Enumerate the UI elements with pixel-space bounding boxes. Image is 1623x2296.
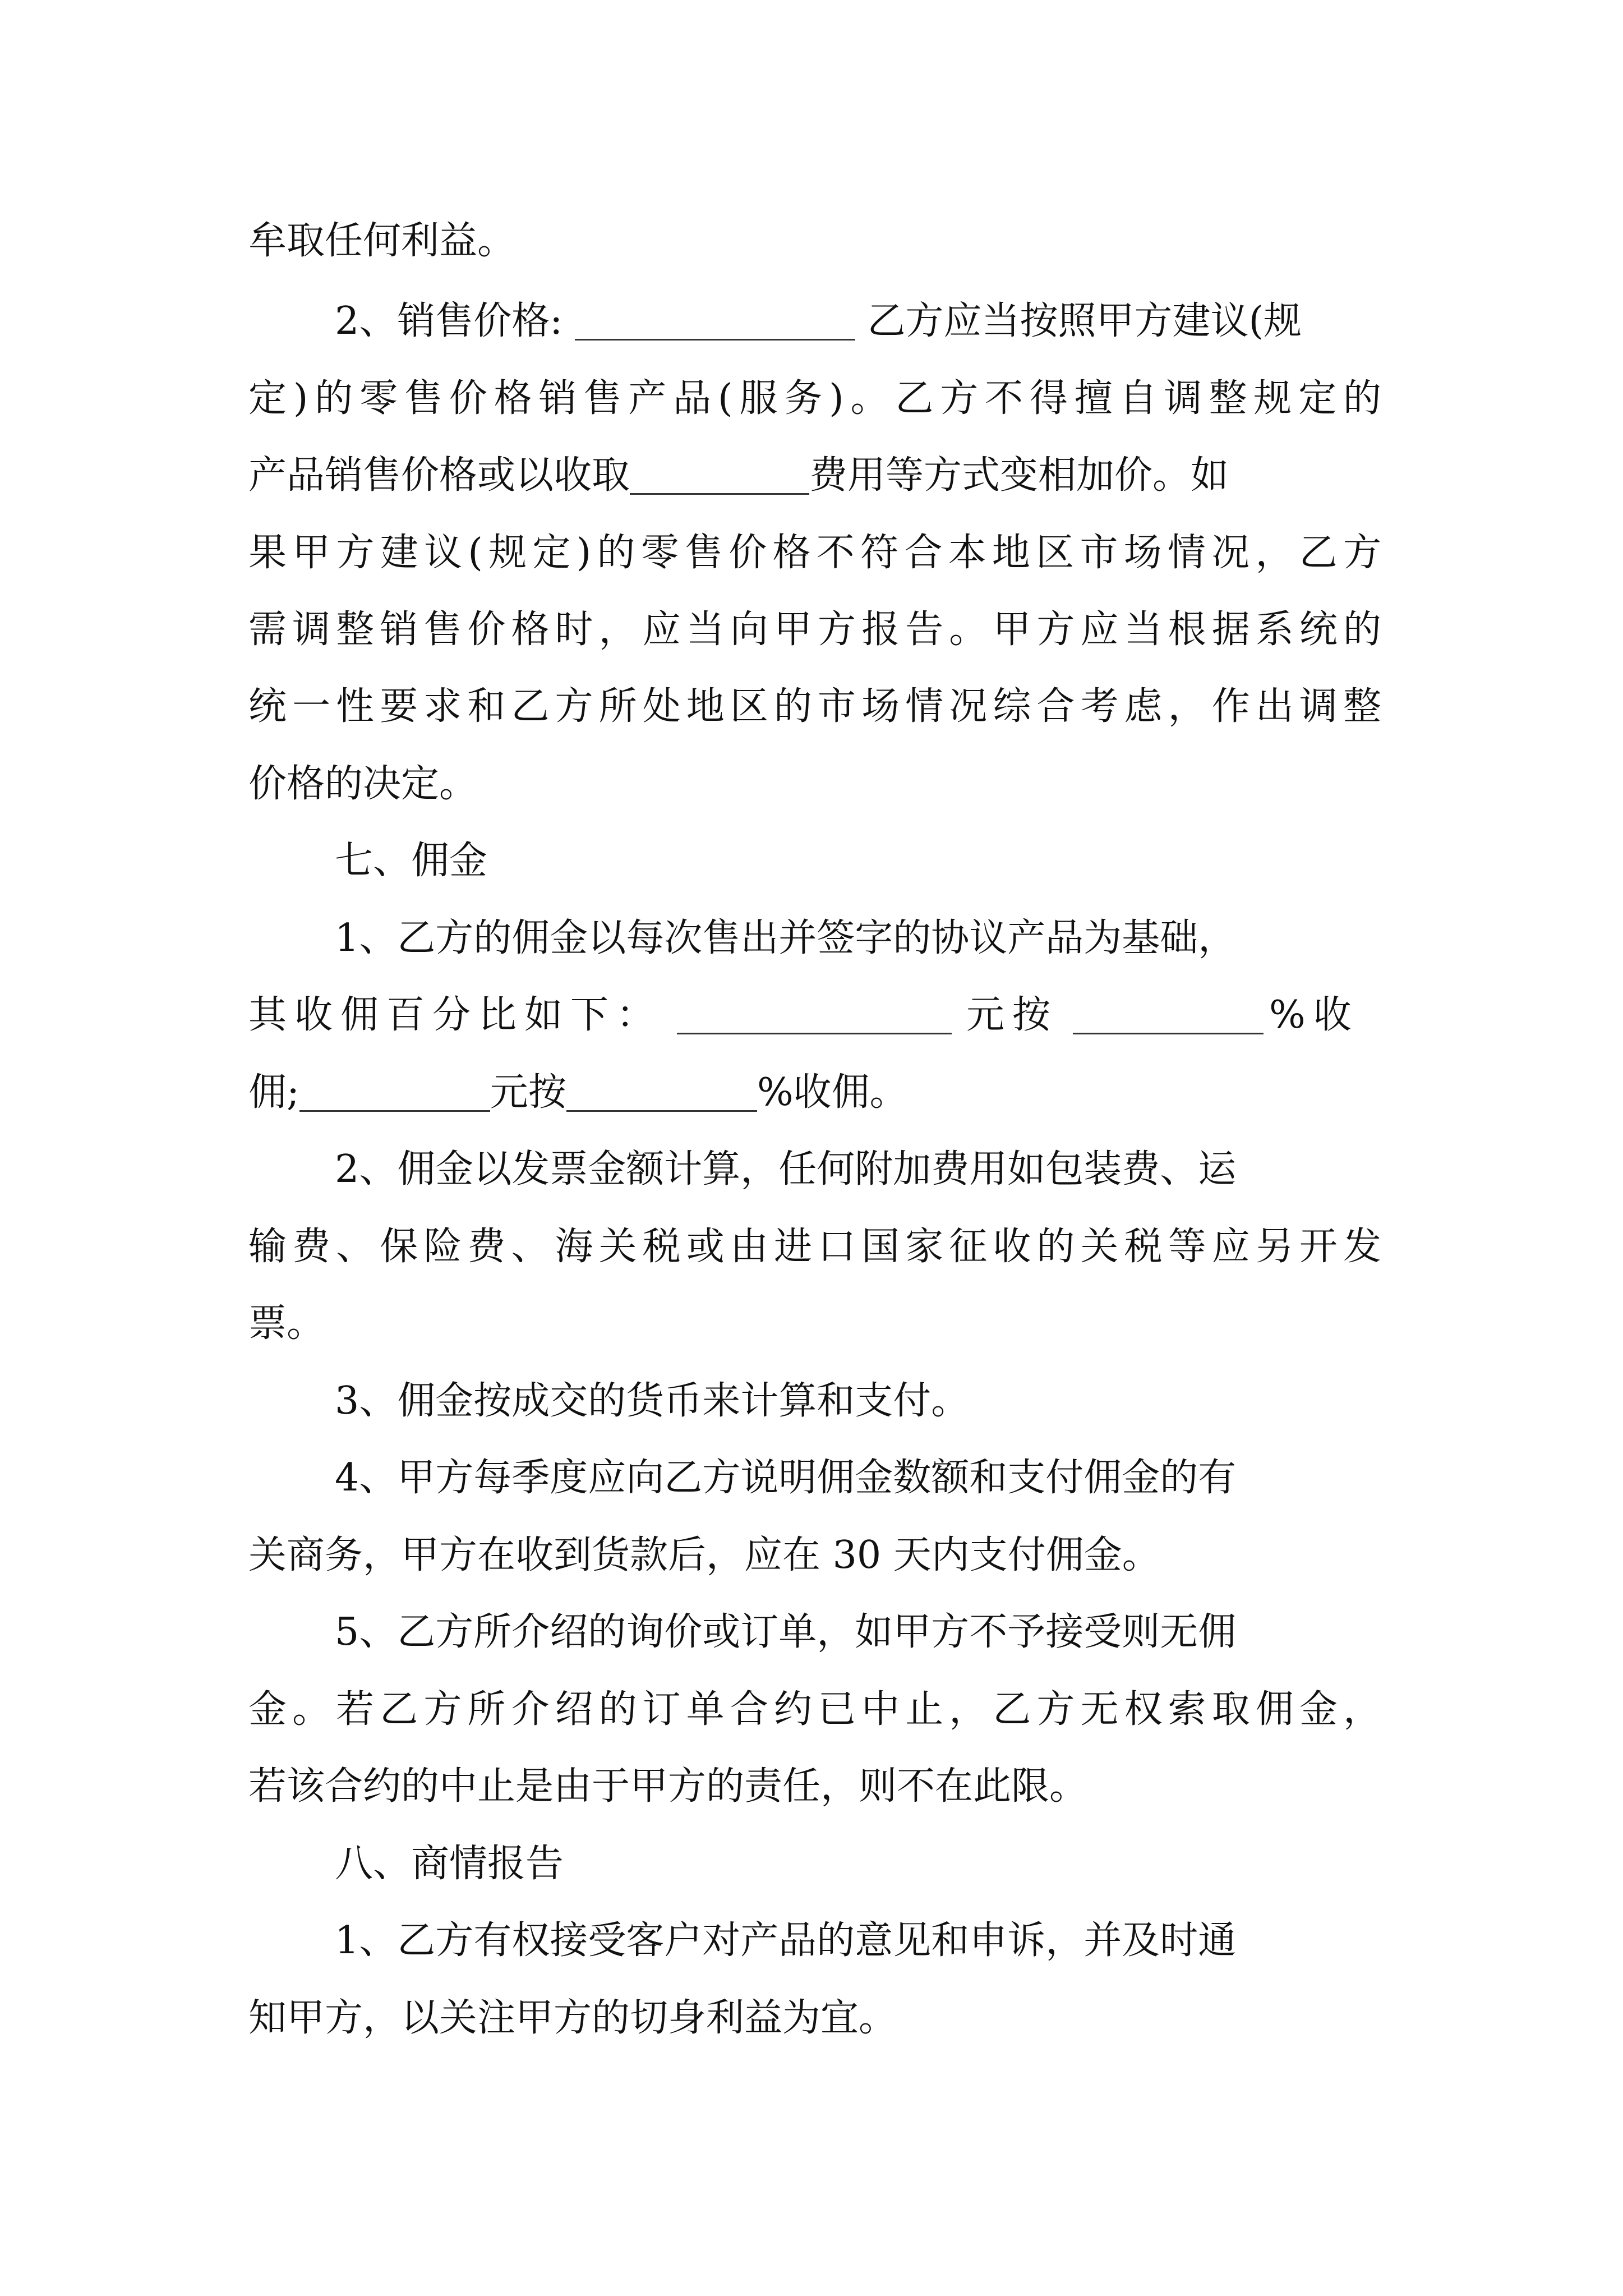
text-segment: %收: [1269, 993, 1359, 1037]
text-line: 5、乙方所介绍的询价或订单，如甲方不予接受则无佣: [335, 1610, 1237, 1654]
text-segment: 元按: [490, 1070, 566, 1115]
fill-in-blank: [299, 1072, 490, 1112]
text-line: 需调整销售价格时，应当向甲方报告。甲方应当根据系统的: [248, 608, 1381, 652]
fill-in-blank: [1073, 995, 1264, 1034]
fill-in-blank: [630, 455, 809, 495]
text-line: 果甲方建议(规定)的零售价格不符合本地区市场情况，乙方: [248, 531, 1381, 575]
text-segment: 费用等方式变相加价。如: [809, 453, 1229, 498]
text-line: 2、佣金以发票金额计算，任何附加费用如包装费、运: [335, 1147, 1237, 1191]
text-line: 关商务，甲方在收到货款后，应在 30 天内支付佣金。: [248, 1533, 1160, 1577]
text-segment: 乙方应当按照甲方建议(规: [867, 299, 1302, 343]
text-line: 若该合约的中止是由于甲方的责任，则不在此限。: [248, 1764, 1088, 1809]
text-segment: %收佣。: [757, 1070, 908, 1115]
section-heading: 八、商情报告: [335, 1842, 564, 1886]
text-line: [248, 977, 1381, 1053]
text-segment: 元按: [966, 993, 1059, 1037]
text-segment: 佣;: [248, 1070, 299, 1115]
text-line: 3、佣金按成交的货币来计算和支付。: [335, 1379, 970, 1423]
fill-in-blank: [566, 1072, 757, 1112]
text-line: 金。若乙方所介绍的订单合约已中止，乙方无权索取佣金，: [248, 1687, 1381, 1732]
fill-in-blank: [575, 301, 855, 341]
text-segment: 产品销售价格或以收取: [248, 453, 630, 498]
text-line: [248, 438, 1381, 514]
text-line: 统一性要求和乙方所处地区的市场情况综合考虑，作出调整: [248, 684, 1381, 729]
text-line: 价格的决定。: [248, 762, 478, 806]
text-line: 知甲方，以关注甲方的切身利益为宜。: [248, 1996, 897, 2040]
fill-in-blank: [677, 995, 952, 1034]
text-line: 4、甲方每季度应向乙方说明佣金数额和支付佣金的有: [335, 1456, 1237, 1500]
text-line: 1、乙方的佣金以每次售出并签字的协议产品为基础，: [335, 916, 1237, 960]
text-line: [248, 1055, 1381, 1131]
text-segment: 2、销售价格:: [335, 299, 563, 343]
text-segment: 其收佣百分比如下：: [248, 993, 663, 1037]
text-line: [335, 283, 1381, 360]
text-line: 票。: [248, 1301, 325, 1346]
section-heading: 七、佣金: [335, 839, 488, 883]
text-line: 输费、保险费、海关税或由进口国家征收的关税等应另开发: [248, 1225, 1381, 1269]
text-line: 定)的零售价格销售产品(服务)。乙方不得擅自调整规定的: [248, 376, 1381, 421]
text-line: [248, 203, 1381, 279]
text-segment: 牟取任何利益。: [248, 219, 516, 263]
text-line: 1、乙方有权接受客户对产品的意见和申诉，并及时通: [335, 1918, 1237, 1963]
